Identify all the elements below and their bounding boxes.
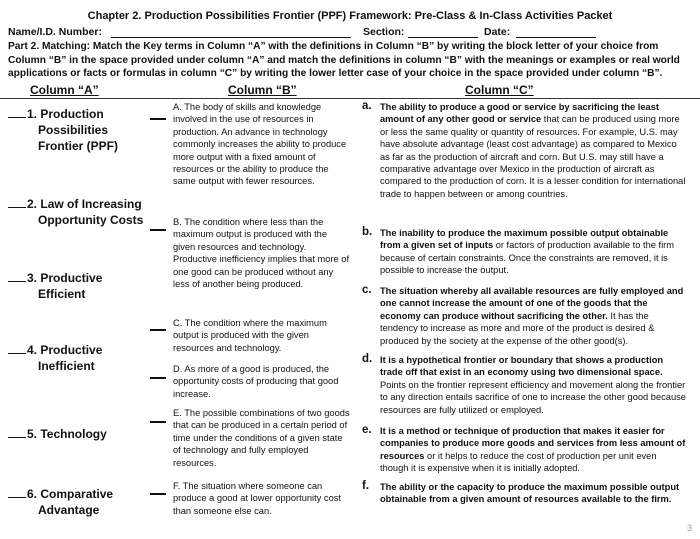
definition-c-b: The inability to produce the maximum possible output obtainable from a given set of inputs or factors of production available to the firm because of certain constraints. Once the constraints are removed, it is possible to increase the output. — [380, 228, 674, 276]
column-b-header: Column “B” — [228, 83, 297, 97]
term-6: 6. Comparative Advantage — [8, 486, 113, 518]
answer-blank[interactable] — [8, 270, 26, 282]
section-input[interactable] — [408, 26, 478, 38]
letter-c-c: c. — [362, 284, 372, 296]
definition-b-E: E. The possible combinations of two goods that can be produced in a certain period of time under the conditions of a given state of technology and fully employed resources. — [173, 408, 350, 468]
answer-blank[interactable] — [8, 342, 26, 354]
answer-blank[interactable] — [8, 196, 26, 208]
definition-b-A: A. The body of skills and knowledge involved in the use of resources in production. An advance in technology commonly increases the ability to produce more output with a fixed amount of resources or the ability to produce the same output with fewer resources. — [173, 102, 347, 187]
definition-b-D: D. As more of a good is produced, the opportunity costs of producing that good increase. — [173, 364, 339, 399]
definition-c-a: The ability to produce a good or service by sacrificing the least amount of any other good or service that can be produced using more or less the same quality or quantity of resources. For example, U.S. may have absolute advantage (least cost advantage) as compared to Mexico as far as the production of aircraft and corn. But U.S. may still have a comparative advantage over Mexico in the production of aircraft as compared to the production of corn. It is a lesser condition for international trade to happen between or among countries. — [380, 102, 686, 199]
date-label: Date: — [484, 26, 511, 38]
column-a-header: Column “A” — [30, 83, 99, 97]
term-3: 3. Productive Efficient — [8, 270, 102, 302]
answer-blank[interactable] — [8, 426, 26, 438]
header-divider — [0, 98, 700, 99]
answer-blank-b[interactable] — [150, 421, 166, 423]
answer-blank-b[interactable] — [150, 118, 166, 120]
page-number: 3 — [686, 523, 692, 533]
section-label: Section: — [363, 26, 405, 38]
letter-c-f: f. — [362, 480, 370, 492]
date-input[interactable] — [516, 26, 596, 38]
letter-c-e: e. — [362, 424, 372, 436]
answer-blank[interactable] — [8, 486, 26, 498]
definition-c-c: The situation whereby all available resources are fully employed and one cannot increase the amount of one of the goods that the economy can produce without sacrificing the other. It has the tendency to increase as more and more of the product is desired & produced by the society at the expense of the other good(s). — [380, 286, 684, 346]
name-label: Name/I.D. Number: — [8, 26, 102, 38]
letter-c-d: d. — [362, 353, 373, 365]
definition-c-f: The ability or the capacity to produce the maximum possible output obtainable from a given amount of resources available to the firm. — [380, 482, 680, 505]
answer-blank-b[interactable] — [150, 229, 166, 231]
term-2: 2. Law of Increasing Opportunity Costs — [8, 196, 143, 228]
definition-c-e: It is a method or technique of production that makes it easier for companies to produce more goods and services from less amount of resources or it helps to reduce the cost of production per unit even though it is expensive when it is initially adopted. — [380, 426, 686, 474]
letter-c-a: a. — [362, 100, 372, 112]
page-title: Chapter 2. Production Possibilities Frontier (PPF) Framework: Pre-Class & In-Class Activities Packet — [87, 10, 613, 22]
term-1: 1. Production Possibilities Frontier (PPF) — [8, 106, 118, 154]
definition-c-d: It is a hypothetical frontier or boundary that shows a production trade off that exist in an economy using two dimensional space. Points on the frontier represent efficiency and movement along the frontier to any direction entails sacrifice of one to increase the other good because resources are fully utilized or employed. — [380, 355, 686, 415]
answer-blank-b[interactable] — [150, 377, 166, 379]
instructions: Part 2. Matching: Match the Key terms in Column “A” with the definitions in Column “B” by writing the block letter of your choice from Column “B” in the space provided under column “A” and match the definitions in column “B” with the meanings or examples or real world applications or facts or formulas in column “C” by writing the lower letter case of your choice in the space provided under column “B”. — [8, 41, 680, 79]
term-5: 5. Technology — [8, 426, 107, 442]
answer-blank[interactable] — [8, 106, 26, 118]
definition-b-F: F. The situation where someone can produce a good at lower opportunity cost than someone else can. — [173, 481, 341, 516]
answer-blank-b[interactable] — [150, 493, 166, 495]
term-4: 4. Productive Inefficient — [8, 342, 102, 374]
answer-blank-b[interactable] — [150, 329, 166, 331]
letter-c-b: b. — [362, 226, 373, 238]
definition-b-B: B. The condition where less than the maximum output is produced with the given resources and technology. Productive inefficiency implies that more of one good can be produced without any less of another being produced. — [173, 217, 350, 290]
name-input[interactable] — [111, 26, 351, 38]
definition-b-C: C. The condition where the maximum output is produced with the given resources and technology. — [173, 318, 327, 353]
column-c-header: Column “C” — [465, 83, 534, 97]
